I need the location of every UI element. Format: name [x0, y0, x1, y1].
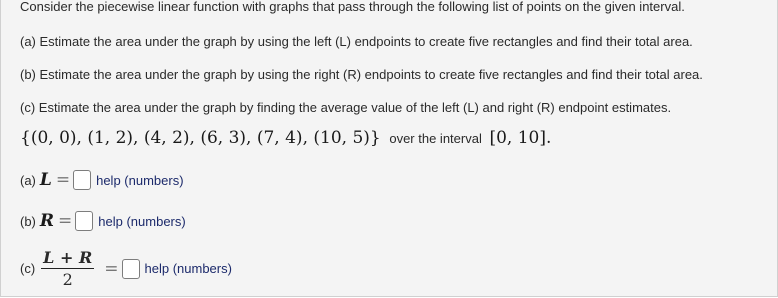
over-interval-text: over the interval: [389, 131, 482, 146]
answer-row-a: [20, 170, 184, 190]
answer-a-input[interactable]: [73, 170, 91, 190]
var-L: L: [39, 170, 52, 190]
var-R: R: [39, 211, 55, 231]
help-link-a[interactable]: help (numbers): [96, 172, 184, 188]
equals-sign: =: [58, 211, 73, 231]
question-intro: Consider the piecewise linear function with graphs that pass through the following list of points on the given interval.: [20, 0, 685, 14]
fraction-numerator: L + R: [43, 248, 93, 267]
answer-c-label: (c): [20, 261, 36, 276]
part-b-text: (b) Estimate the area under the graph by using the right (R) endpoints to create five rectangles and find their total area.: [20, 67, 703, 82]
equals-sign: =: [104, 258, 119, 279]
equals-sign: =: [55, 170, 71, 190]
interval-math: [0, 10].: [489, 128, 552, 148]
fraction-denominator: 2: [62, 270, 73, 289]
answer-row-b: [20, 211, 186, 231]
answer-row-c: [20, 248, 232, 289]
answer-b-input[interactable]: [75, 211, 93, 231]
answer-b-label: (b): [20, 213, 36, 229]
help-link-c[interactable]: help (numbers): [144, 261, 232, 276]
part-c-text: (c) Estimate the area under the graph by finding the average value of the left (L) and right (R) endpoint estimates.: [20, 100, 672, 115]
part-a-text: (a) Estimate the area under the graph by using the left (L) endpoints to create five rectangles and find their total area.: [20, 34, 693, 49]
answer-c-input[interactable]: [122, 259, 140, 279]
points-set: {(0, 0), (1, 2), (4, 2), (6, 3), (7, 4), (10, 5)}: [20, 128, 381, 148]
help-link-b[interactable]: help (numbers): [98, 213, 186, 229]
average-fraction: [41, 248, 94, 289]
answer-a-label: (a): [20, 172, 36, 188]
points-line: [20, 128, 551, 148]
